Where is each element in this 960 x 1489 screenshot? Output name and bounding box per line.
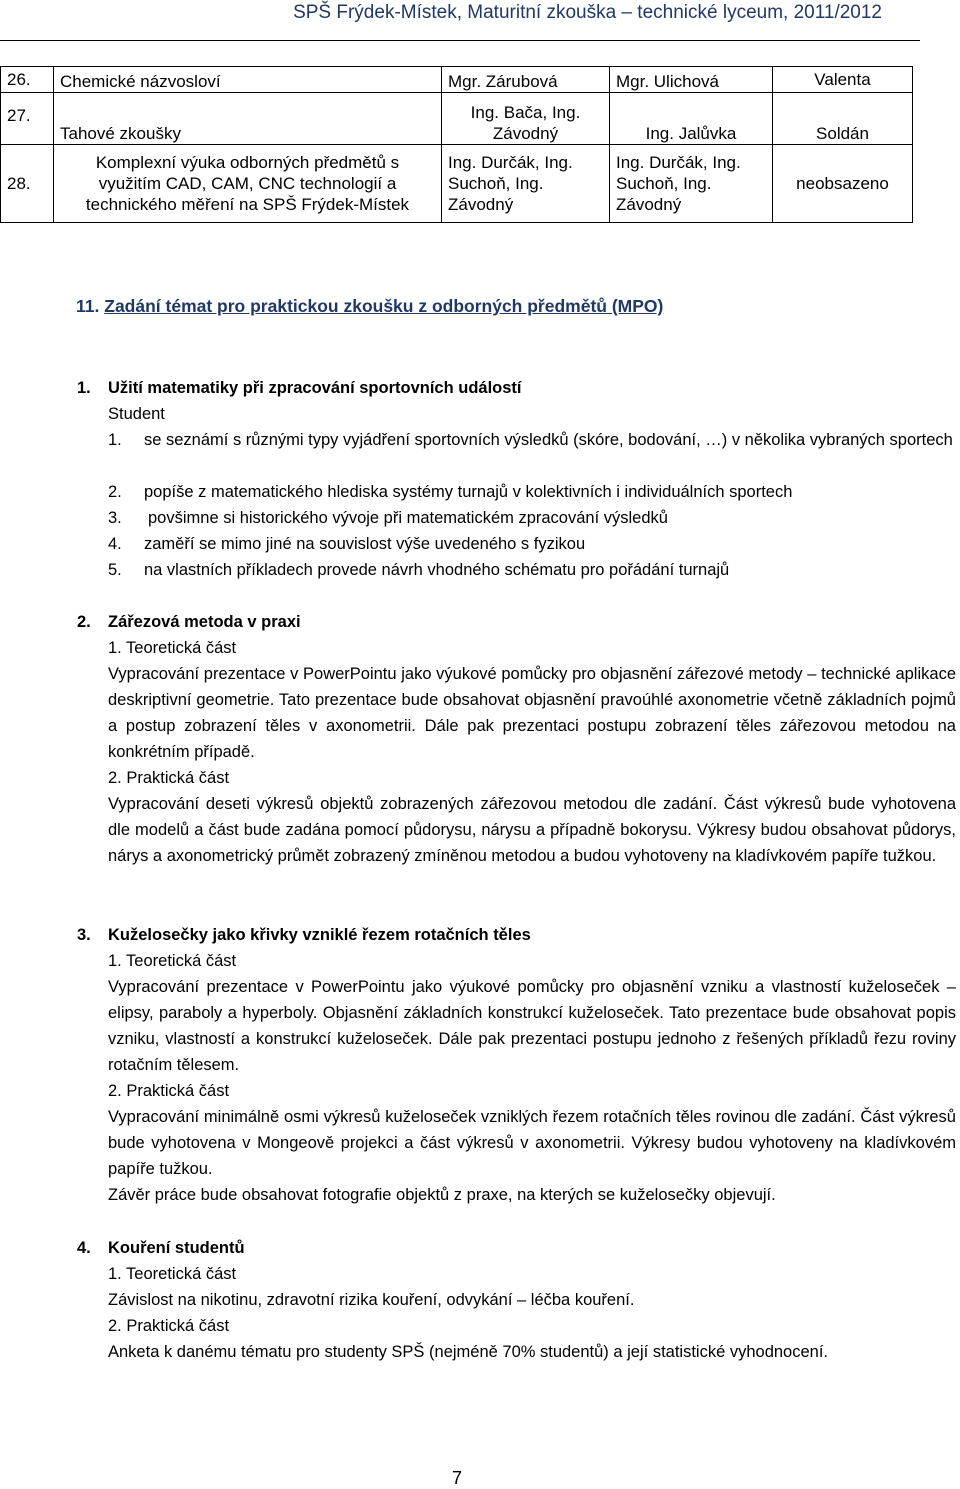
practice-text: Anketa k danému tématu pro studenty SPŠ (nejméně 70% studentů) a její statistické vyhodnocení. (108, 1343, 828, 1361)
topic-cell (54, 145, 442, 223)
topic-line: využitím CAD, CAM, CNC technologií a (98, 173, 397, 193)
leader-line: Závodný (492, 123, 559, 143)
topic-4-title: Kouření studentů (108, 1239, 245, 1257)
opponent-line: Závodný (616, 195, 682, 215)
topic-1-number: 1. (77, 379, 91, 397)
topic-3-number: 3. (77, 926, 91, 944)
leader-line: Závodný (448, 195, 514, 215)
theory-text: Závislost na nikotinu, zdravotní rizika kouření, odvykání – léčba kouření. (108, 1291, 635, 1309)
list-item: zaměří se mimo jiné na souvislost výše uvedeného s fyzikou (144, 535, 586, 553)
header-divider (0, 40, 920, 41)
list-item: se seznámí s různými typy vyjádření sportovních výsledků (skóre, bodování, …) v několika vybraných sportech (144, 431, 953, 449)
list-item-number: 1. (108, 431, 122, 449)
practice-label: 2. Praktická část (108, 1082, 230, 1100)
table-row (1, 145, 913, 223)
practice-text: Vypracování deseti výkresů objektů zobrazených zářezovou metodou dle zadání. Část výkresů bude vyhotovena dle modelů a část bude zadána pomocí půdorysu, nárysu a případně bokorysu. Výkresy budou obsahovat půdorys, nárys a axonometrický průmět zobrazený zmíněnou metodou a budou vyhotoveny na kladívkovém papíře tužkou. (108, 795, 956, 865)
topic-4-number: 4. (77, 1239, 91, 1257)
topic-line: Tahové zkoušky (60, 123, 181, 143)
student-cell: Soldán (773, 93, 913, 145)
section-number: 11. (76, 296, 100, 316)
list-item: povšimne si historického vývoje při matematickém zpracování výsledků (148, 509, 668, 527)
section-heading (76, 296, 663, 317)
table-row (1, 67, 913, 93)
topic-cell (54, 67, 442, 93)
leader-line: Ing. Durčák, Ing. (448, 152, 573, 172)
topic-2-number: 2. (77, 613, 91, 631)
practice-label: 2. Praktická část (108, 769, 230, 787)
opponent-line: Ing. Jalůvka (645, 123, 737, 143)
leader-line: Ing. Bača, Ing. (470, 102, 581, 122)
topic-cell (54, 93, 442, 145)
theory-text: Vypracování prezentace v PowerPointu jako výukové pomůcky pro objasnění zářezové metody – technické aplikace deskriptivní geometrie. Tato prezentace bude obsahovat objasnění pravoúhlé axonometrie včetně základních pojmů a postup zobrazení těles v axonometrii. Dále pak prezentaci postupu zobrazení těles zářezovou metodou na konkrétním případě. (108, 665, 956, 761)
topics-table (0, 66, 913, 223)
opponent-line: Ing. Durčák, Ing. (616, 152, 741, 172)
opponent-line: Suchoň, Ing. (616, 173, 712, 193)
student-cell: Valenta (773, 67, 913, 93)
topic-line: Komplexní výuka odborných předmětů s (95, 152, 400, 172)
topic-1-title: Užití matematiky při zpracování sportovních událostí (108, 379, 522, 397)
topic-line: Chemické názvosloví (60, 71, 221, 91)
list-item-number: 2. (108, 483, 122, 501)
practice-label: 2. Praktická část (108, 1317, 230, 1335)
opponent-cell (610, 145, 773, 223)
list-item-number: 5. (108, 561, 122, 579)
leader-line: Suchoň, Ing. (448, 173, 544, 193)
table-row (1, 93, 913, 145)
theory-label: 1. Teoretická část (108, 1265, 237, 1283)
theory-label: 1. Teoretická část (108, 639, 237, 657)
list-item-number: 3. (108, 509, 122, 527)
theory-text: Vypracování prezentace v PowerPointu jako výukové pomůcky pro objasnění vzniku a vlastností kuželoseček – elipsy, paraboly a hyperboly. Objasnění základních konstrukcí kuželoseček. Tato prezentace bude obsahovat popis vzniku, vlastností a konstrukcí kuželoseček. Dále pak prezentaci postupu jednoho z řešených příkladů řezu roviny rotačním tělesem. (108, 978, 956, 1074)
opponent-line: Mgr. Ulichová (616, 71, 719, 91)
student-cell: neobsazeno (773, 145, 913, 223)
list-item: na vlastních příkladech provede návrh vhodného schématu pro pořádání turnajů (144, 561, 730, 579)
opponent-cell (610, 93, 773, 145)
list-item: popíše z matematického hlediska systémy turnajů v kolektivních i individuálních sportech (144, 483, 793, 501)
leader-line: Mgr. Zárubová (448, 71, 558, 91)
row-number: 26. (1, 67, 54, 93)
practice-text: Vypracování minimálně osmi výkresů kuželoseček vzniklých řezem rotačních těles rovinou dle zadání. Část výkresů bude vyhotovena v Mongeově projekci a část výkresů v axonometrii. Výkresy budou vyhotoveny na kladívkovém papíře tužkou. (108, 1108, 956, 1178)
page-number: 7 (452, 1468, 463, 1488)
theory-label: 1. Teoretická část (108, 952, 237, 970)
topic-line: technického měření na SPŠ Frýdek-Místek (85, 195, 410, 215)
section-title: Zadání témat pro praktickou zkoušku z odborných předmětů (MPO) (104, 296, 664, 316)
row-number: 27. (1, 93, 54, 145)
topic-2-title: Zářezová metoda v praxi (108, 613, 301, 631)
list-item-number: 4. (108, 535, 122, 553)
leader-cell (442, 67, 610, 93)
leader-cell (442, 93, 610, 145)
header-title: SPŠ Frýdek-Místek, Maturitní zkouška – technické lyceum, 2011/2012 (293, 2, 882, 23)
topic-1-subtitle: Student (108, 405, 165, 423)
opponent-cell (610, 67, 773, 93)
row-number: 28. (1, 145, 54, 223)
topic-3-title: Kuželosečky jako křivky vzniklé řezem rotačních těles (108, 926, 531, 944)
conclusion-text: Závěr práce bude obsahovat fotografie objektů z praxe, na kterých se kuželosečky objevují. (108, 1186, 776, 1204)
leader-cell (442, 145, 610, 223)
